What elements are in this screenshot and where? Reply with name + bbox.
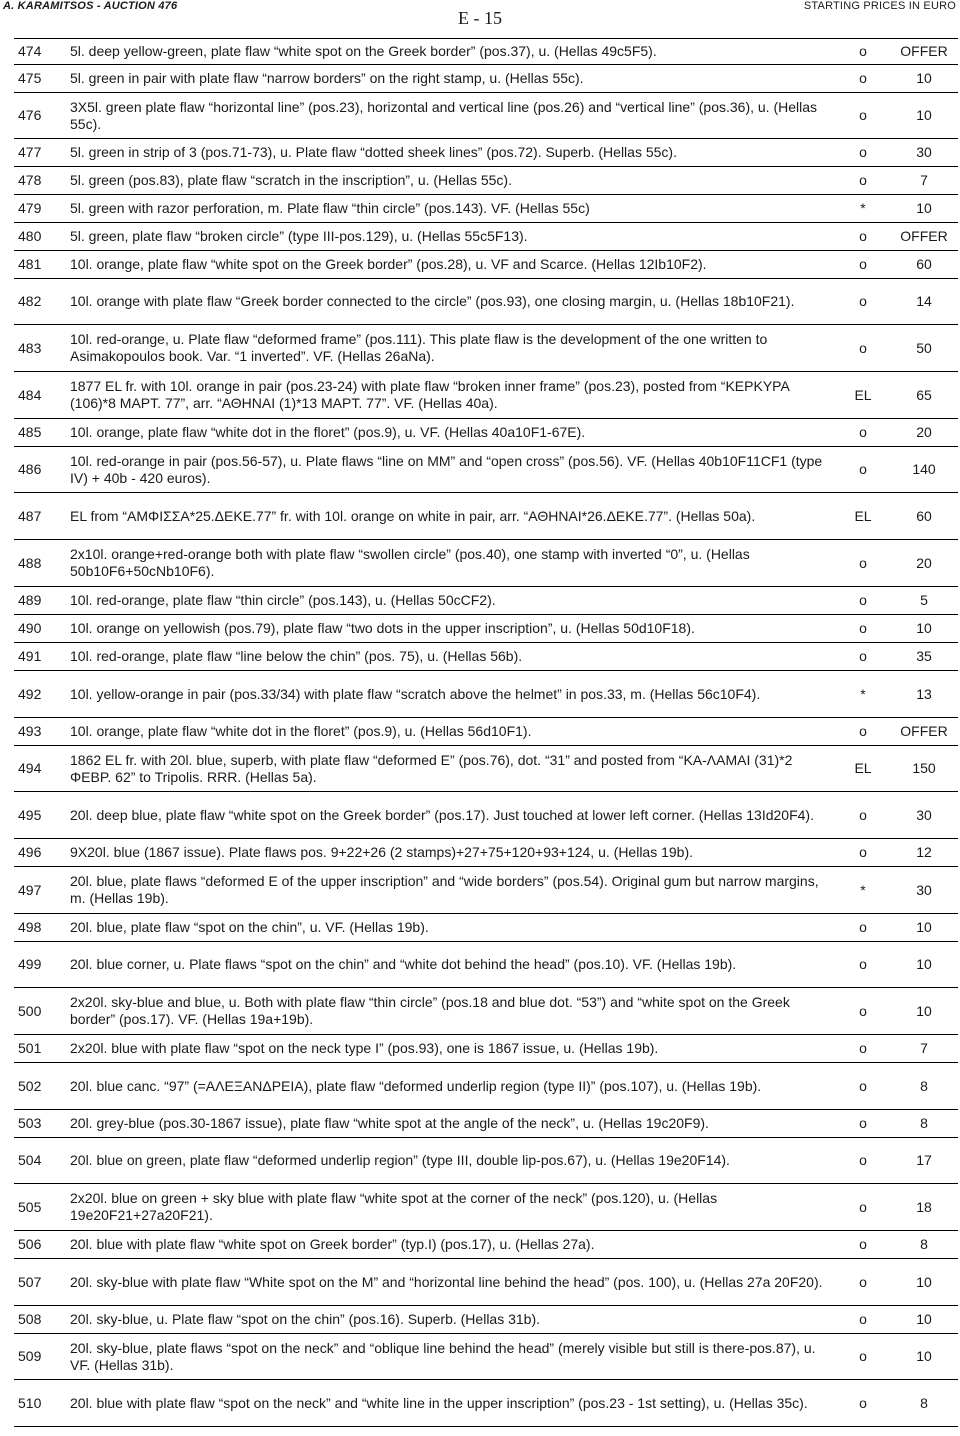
lot-condition: o	[836, 39, 890, 65]
lot-row	[14, 914, 958, 942]
lot-price: 18	[890, 1184, 958, 1231]
lot-number: 501	[14, 1035, 70, 1063]
lot-condition: o	[836, 1138, 890, 1184]
lot-description: 5l. green, plate flaw “broken circle” (type III-pos.129), u. (Hellas 55c5F13).	[70, 223, 836, 251]
lot-condition: o	[836, 1259, 890, 1306]
lot-description: 10l. red-orange, plate flaw “line below the chin” (pos. 75), u. (Hellas 56b).	[70, 643, 836, 671]
lot-number: 499	[14, 942, 70, 988]
lot-description: 2x20l. sky-blue and blue, u. Both with plate flaw “thin circle” (pos.18 and blue dot. “53”) and “white spot on the Greek border” (pos.17). VF. (Hellas 19a+19b).	[70, 988, 836, 1035]
lot-row	[14, 839, 958, 867]
lot-row	[14, 65, 958, 93]
lot-condition: o	[836, 718, 890, 746]
lot-description: 1862 EL fr. with 20l. blue, superb, with plate flaw “deformed E” (pos.76), dot. “31” and posted from “ΚΑ-ΛΑΜΑΙ (31)*2 ΦΕΒΡ. 62” to Tripolis. RRR. (Hellas 5a).	[70, 746, 836, 792]
lot-row	[14, 643, 958, 671]
lot-price: 30	[890, 867, 958, 914]
lot-row	[14, 223, 958, 251]
lot-condition: o	[836, 1035, 890, 1063]
lot-number: 507	[14, 1259, 70, 1306]
lot-price: OFFER	[890, 718, 958, 746]
lot-price: 7	[890, 1035, 958, 1063]
lot-number: 498	[14, 914, 70, 942]
lot-number: 490	[14, 615, 70, 643]
lot-price: 8	[890, 1231, 958, 1259]
lot-description: 20l. blue with plate flaw “white spot on Greek border” (typ.I) (pos.17), u. (Hellas 27a).	[70, 1231, 836, 1259]
lot-number: 495	[14, 792, 70, 839]
lot-description: EL from “ΑΜΦΙΣΣΑ*25.ΔΕΚΕ.77” fr. with 10l. orange on white in pair, arr. “ΑΘΗΝΑΙ*26.ΔΕΚΕ.77”. (Hellas 50a).	[70, 493, 836, 540]
lot-description: 20l. sky-blue, u. Plate flaw “spot on the chin” (pos.16). Superb. (Hellas 31b).	[70, 1306, 836, 1334]
lot-description: 2x20l. blue with plate flaw “spot on the neck type I” (pos.93), one is 1867 issue, u. (Hellas 19b).	[70, 1035, 836, 1063]
lot-condition: o	[836, 325, 890, 372]
lot-price: 20	[890, 419, 958, 447]
lot-description: 2x10l. orange+red-orange both with plate flaw “swollen circle” (pos.40), one stamp with inverted “0”, u. (Hellas 50b10F6+50cNb10F6).	[70, 540, 836, 587]
lot-description: 10l. orange, plate flaw “white dot in the floret” (pos.9), u. VF. (Hellas 40a10F1-67E).	[70, 419, 836, 447]
lot-condition: o	[836, 1334, 890, 1380]
lot-price: 8	[890, 1110, 958, 1138]
lot-row	[14, 139, 958, 167]
lot-price: 50	[890, 325, 958, 372]
lot-price: 10	[890, 65, 958, 93]
lot-row	[14, 1035, 958, 1063]
lot-row	[14, 251, 958, 279]
lot-number: 486	[14, 447, 70, 493]
lot-description: 20l. deep blue, plate flaw “white spot on the Greek border” (pos.17). Just touched at lower left corner. (Hellas 13Id20F4).	[70, 792, 836, 839]
lot-price: 10	[890, 988, 958, 1035]
lot-number: 480	[14, 223, 70, 251]
lot-row	[14, 447, 958, 493]
lot-condition: o	[836, 942, 890, 988]
lot-number: 479	[14, 195, 70, 223]
lots-table	[14, 38, 958, 1427]
lot-condition: o	[836, 1110, 890, 1138]
lot-price: 8	[890, 1380, 958, 1427]
page-number: E - 15	[458, 8, 502, 28]
lot-condition: EL	[836, 372, 890, 419]
lot-description: 10l. red-orange, plate flaw “thin circle” (pos.143), u. (Hellas 50cCF2).	[70, 587, 836, 615]
lot-row	[14, 1110, 958, 1138]
lot-price: 10	[890, 914, 958, 942]
lot-number: 492	[14, 671, 70, 718]
lot-price: 30	[890, 792, 958, 839]
lot-row	[14, 195, 958, 223]
lot-description: 20l. blue canc. “97” (=ΑΛΕΞΑΝΔΡΕΙΑ), plate flaw “deformed underlip region (type II)” (pos.107), u. (Hellas 19b).	[70, 1063, 836, 1110]
lot-number: 502	[14, 1063, 70, 1110]
lot-description: 5l. green in pair with plate flaw “narrow borders” on the right stamp, u. (Hellas 55c).	[70, 65, 836, 93]
lot-condition: o	[836, 93, 890, 139]
lot-number: 487	[14, 493, 70, 540]
lot-number: 482	[14, 279, 70, 325]
lot-description: 20l. sky-blue with plate flaw “White spot on the M” and “horizontal line behind the head” (pos. 100), u. (Hellas 27a 20F20).	[70, 1259, 836, 1306]
lot-condition: *	[836, 195, 890, 223]
lot-condition: o	[836, 1231, 890, 1259]
lot-condition: o	[836, 587, 890, 615]
lot-description: 10l. red-orange, u. Plate flaw “deformed frame” (pos.111). This plate flaw is the development of the one written to Asimakopoulos book. Var. “1 inverted”. VF. (Hellas 26aNa).	[70, 325, 836, 372]
lot-price: 140	[890, 447, 958, 493]
lot-description: 20l. grey-blue (pos.30-1867 issue), plate flaw “white spot at the angle of the neck”, u. (Hellas 19c20F9).	[70, 1110, 836, 1138]
lot-number: 505	[14, 1184, 70, 1231]
lot-number: 509	[14, 1334, 70, 1380]
lot-row	[14, 493, 958, 540]
lot-price: 60	[890, 251, 958, 279]
lot-condition: o	[836, 139, 890, 167]
lot-description: 1877 EL fr. with 10l. orange in pair (pos.23-24) with plate flaw “broken inner frame” (pos.23), posted from “ΚΕΡΚΥΡΑ (106)*8 ΜΑΡΤ. 77”, arr. “ΑΘΗΝΑΙ (1)*13 ΜΑΡΤ. 77”. VF. (Hellas 40a).	[70, 372, 836, 419]
lot-row	[14, 279, 958, 325]
lot-condition: o	[836, 914, 890, 942]
lots-table-body	[14, 39, 958, 1427]
lot-number: 481	[14, 251, 70, 279]
lot-number: 504	[14, 1138, 70, 1184]
lot-description: 5l. deep yellow-green, plate flaw “white spot on the Greek border” (pos.37), u. (Hellas 49c5F5).	[70, 39, 836, 65]
lot-row	[14, 1306, 958, 1334]
lot-row	[14, 1231, 958, 1259]
lot-price: 10	[890, 93, 958, 139]
lot-row	[14, 1063, 958, 1110]
lot-row	[14, 540, 958, 587]
lot-price: 5	[890, 587, 958, 615]
lot-number: 478	[14, 167, 70, 195]
lot-description: 10l. red-orange in pair (pos.56-57), u. Plate flaws “line on MM” and “open cross” (pos.56). VF. (Hellas 40b10F11CF1 (type IV) + 40b - 420 euros).	[70, 447, 836, 493]
lot-condition: *	[836, 867, 890, 914]
lot-description: 20l. blue with plate flaw “spot on the neck” and “white line in the upper inscription” (pos.23 - 1st setting), u. (Hellas 35c).	[70, 1380, 836, 1427]
lot-condition: o	[836, 1380, 890, 1427]
lot-description: 5l. green with razor perforation, m. Plate flaw “thin circle” (pos.143). VF. (Hellas 55c)	[70, 195, 836, 223]
lot-description: 20l. blue on green, plate flaw “deformed underlip region” (type III, double lip-pos.67), u. (Hellas 19e20F14).	[70, 1138, 836, 1184]
lot-price: 30	[890, 139, 958, 167]
lot-description: 5l. green (pos.83), plate flaw “scratch in the inscription”, u. (Hellas 55c).	[70, 167, 836, 195]
lot-number: 494	[14, 746, 70, 792]
lot-condition: *	[836, 671, 890, 718]
lot-number: 488	[14, 540, 70, 587]
lot-row	[14, 419, 958, 447]
lot-condition: o	[836, 65, 890, 93]
lot-number: 493	[14, 718, 70, 746]
lot-price: 10	[890, 1334, 958, 1380]
lot-row	[14, 1184, 958, 1231]
lot-description: 3X5l. green plate flaw “horizontal line” (pos.23), horizontal and vertical line (pos.26) and “vertical line” (pos.36), u. (Hellas 55c).	[70, 93, 836, 139]
lot-number: 496	[14, 839, 70, 867]
lot-condition: o	[836, 1306, 890, 1334]
lot-row	[14, 587, 958, 615]
lot-price: 7	[890, 167, 958, 195]
lot-price: 150	[890, 746, 958, 792]
lot-number: 476	[14, 93, 70, 139]
lot-price: 12	[890, 839, 958, 867]
lot-price: 10	[890, 195, 958, 223]
lot-description: 10l. orange, plate flaw “white spot on the Greek border” (pos.28), u. VF and Scarce. (Hellas 12Ib10F2).	[70, 251, 836, 279]
lot-number: 500	[14, 988, 70, 1035]
lot-price: 10	[890, 942, 958, 988]
lot-row	[14, 1138, 958, 1184]
lot-price: 65	[890, 372, 958, 419]
lot-row	[14, 325, 958, 372]
lot-condition: o	[836, 419, 890, 447]
lot-number: 477	[14, 139, 70, 167]
lot-price: 60	[890, 493, 958, 540]
lot-price: 10	[890, 1259, 958, 1306]
lot-number: 503	[14, 1110, 70, 1138]
page-header	[0, 0, 960, 38]
lot-row	[14, 988, 958, 1035]
lot-description: 5l. green in strip of 3 (pos.71-73), u. Plate flaw “dotted sheek lines” (pos.72). Superb. (Hellas 55c).	[70, 139, 836, 167]
lot-price: 10	[890, 1306, 958, 1334]
lot-row	[14, 942, 958, 988]
lot-price: 10	[890, 615, 958, 643]
lot-number: 474	[14, 39, 70, 65]
lot-description: 10l. orange, plate flaw “white dot in the floret” (pos.9), u. (Hellas 56d10F1).	[70, 718, 836, 746]
lot-number: 497	[14, 867, 70, 914]
lot-number: 491	[14, 643, 70, 671]
lot-description: 10l. orange with plate flaw “Greek border connected to the circle” (pos.93), one closing margin, u. (Hellas 18b10F21).	[70, 279, 836, 325]
auction-title: A. KARAMITSOS - AUCTION 476	[3, 0, 178, 12]
lot-number: 485	[14, 419, 70, 447]
lot-row	[14, 746, 958, 792]
lot-price: 14	[890, 279, 958, 325]
lot-description: 10l. orange on yellowish (pos.79), plate flaw “two dots in the upper inscription”, u. (Hellas 50d10F18).	[70, 615, 836, 643]
lot-price: 17	[890, 1138, 958, 1184]
lot-condition: o	[836, 839, 890, 867]
lot-description: 2x20l. blue on green + sky blue with plate flaw “white spot at the corner of the neck” (pos.120), u. (Hellas 19e20F21+27a20F21).	[70, 1184, 836, 1231]
lot-row	[14, 1334, 958, 1380]
lot-description: 20l. blue, plate flaws “deformed E of the upper inscription” and “wide borders” (pos.54). Original gum but narrow margins, m. (Hellas 19b).	[70, 867, 836, 914]
lot-condition: o	[836, 1063, 890, 1110]
lot-row	[14, 167, 958, 195]
lot-row	[14, 1380, 958, 1427]
lot-description: 20l. sky-blue, plate flaws “spot on the neck” and “oblique line behind the head” (merely visible but still is there-pos.87), u. VF. (Hellas 31b).	[70, 1334, 836, 1380]
lot-row	[14, 792, 958, 839]
lot-condition: o	[836, 615, 890, 643]
lot-row	[14, 39, 958, 65]
lot-condition: o	[836, 643, 890, 671]
lot-price: 35	[890, 643, 958, 671]
lot-condition: o	[836, 279, 890, 325]
lot-number: 508	[14, 1306, 70, 1334]
lot-description: 20l. blue corner, u. Plate flaws “spot on the chin” and “white dot behind the head” (pos.10). VF. (Hellas 19b).	[70, 942, 836, 988]
lot-condition: o	[836, 251, 890, 279]
lot-condition: o	[836, 792, 890, 839]
lot-row	[14, 867, 958, 914]
lot-price: OFFER	[890, 223, 958, 251]
lot-description: 20l. blue, plate flaw “spot on the chin”, u. VF. (Hellas 19b).	[70, 914, 836, 942]
lot-price: 20	[890, 540, 958, 587]
lot-condition: o	[836, 167, 890, 195]
lot-price: 13	[890, 671, 958, 718]
lot-row	[14, 93, 958, 139]
lot-number: 489	[14, 587, 70, 615]
lot-price: OFFER	[890, 39, 958, 65]
lot-number: 483	[14, 325, 70, 372]
lot-condition: o	[836, 447, 890, 493]
lot-row	[14, 671, 958, 718]
lot-condition: o	[836, 988, 890, 1035]
lot-condition: EL	[836, 493, 890, 540]
lot-condition: o	[836, 223, 890, 251]
lot-row	[14, 718, 958, 746]
prices-note: STARTING PRICES IN EURO	[803, 0, 956, 12]
lot-number: 510	[14, 1380, 70, 1427]
lot-row	[14, 372, 958, 419]
lot-condition: o	[836, 540, 890, 587]
lot-number: 484	[14, 372, 70, 419]
lot-description: 10l. yellow-orange in pair (pos.33/34) with plate flaw “scratch above the helmet” in pos.33, m. (Hellas 56c10F4).	[70, 671, 836, 718]
lot-row	[14, 615, 958, 643]
lot-price: 8	[890, 1063, 958, 1110]
lot-number: 475	[14, 65, 70, 93]
lot-condition: EL	[836, 746, 890, 792]
lot-description: 9X20l. blue (1867 issue). Plate flaws pos. 9+22+26 (2 stamps)+27+75+120+93+124, u. (Hellas 19b).	[70, 839, 836, 867]
lot-number: 506	[14, 1231, 70, 1259]
lot-row	[14, 1259, 958, 1306]
lot-condition: o	[836, 1184, 890, 1231]
